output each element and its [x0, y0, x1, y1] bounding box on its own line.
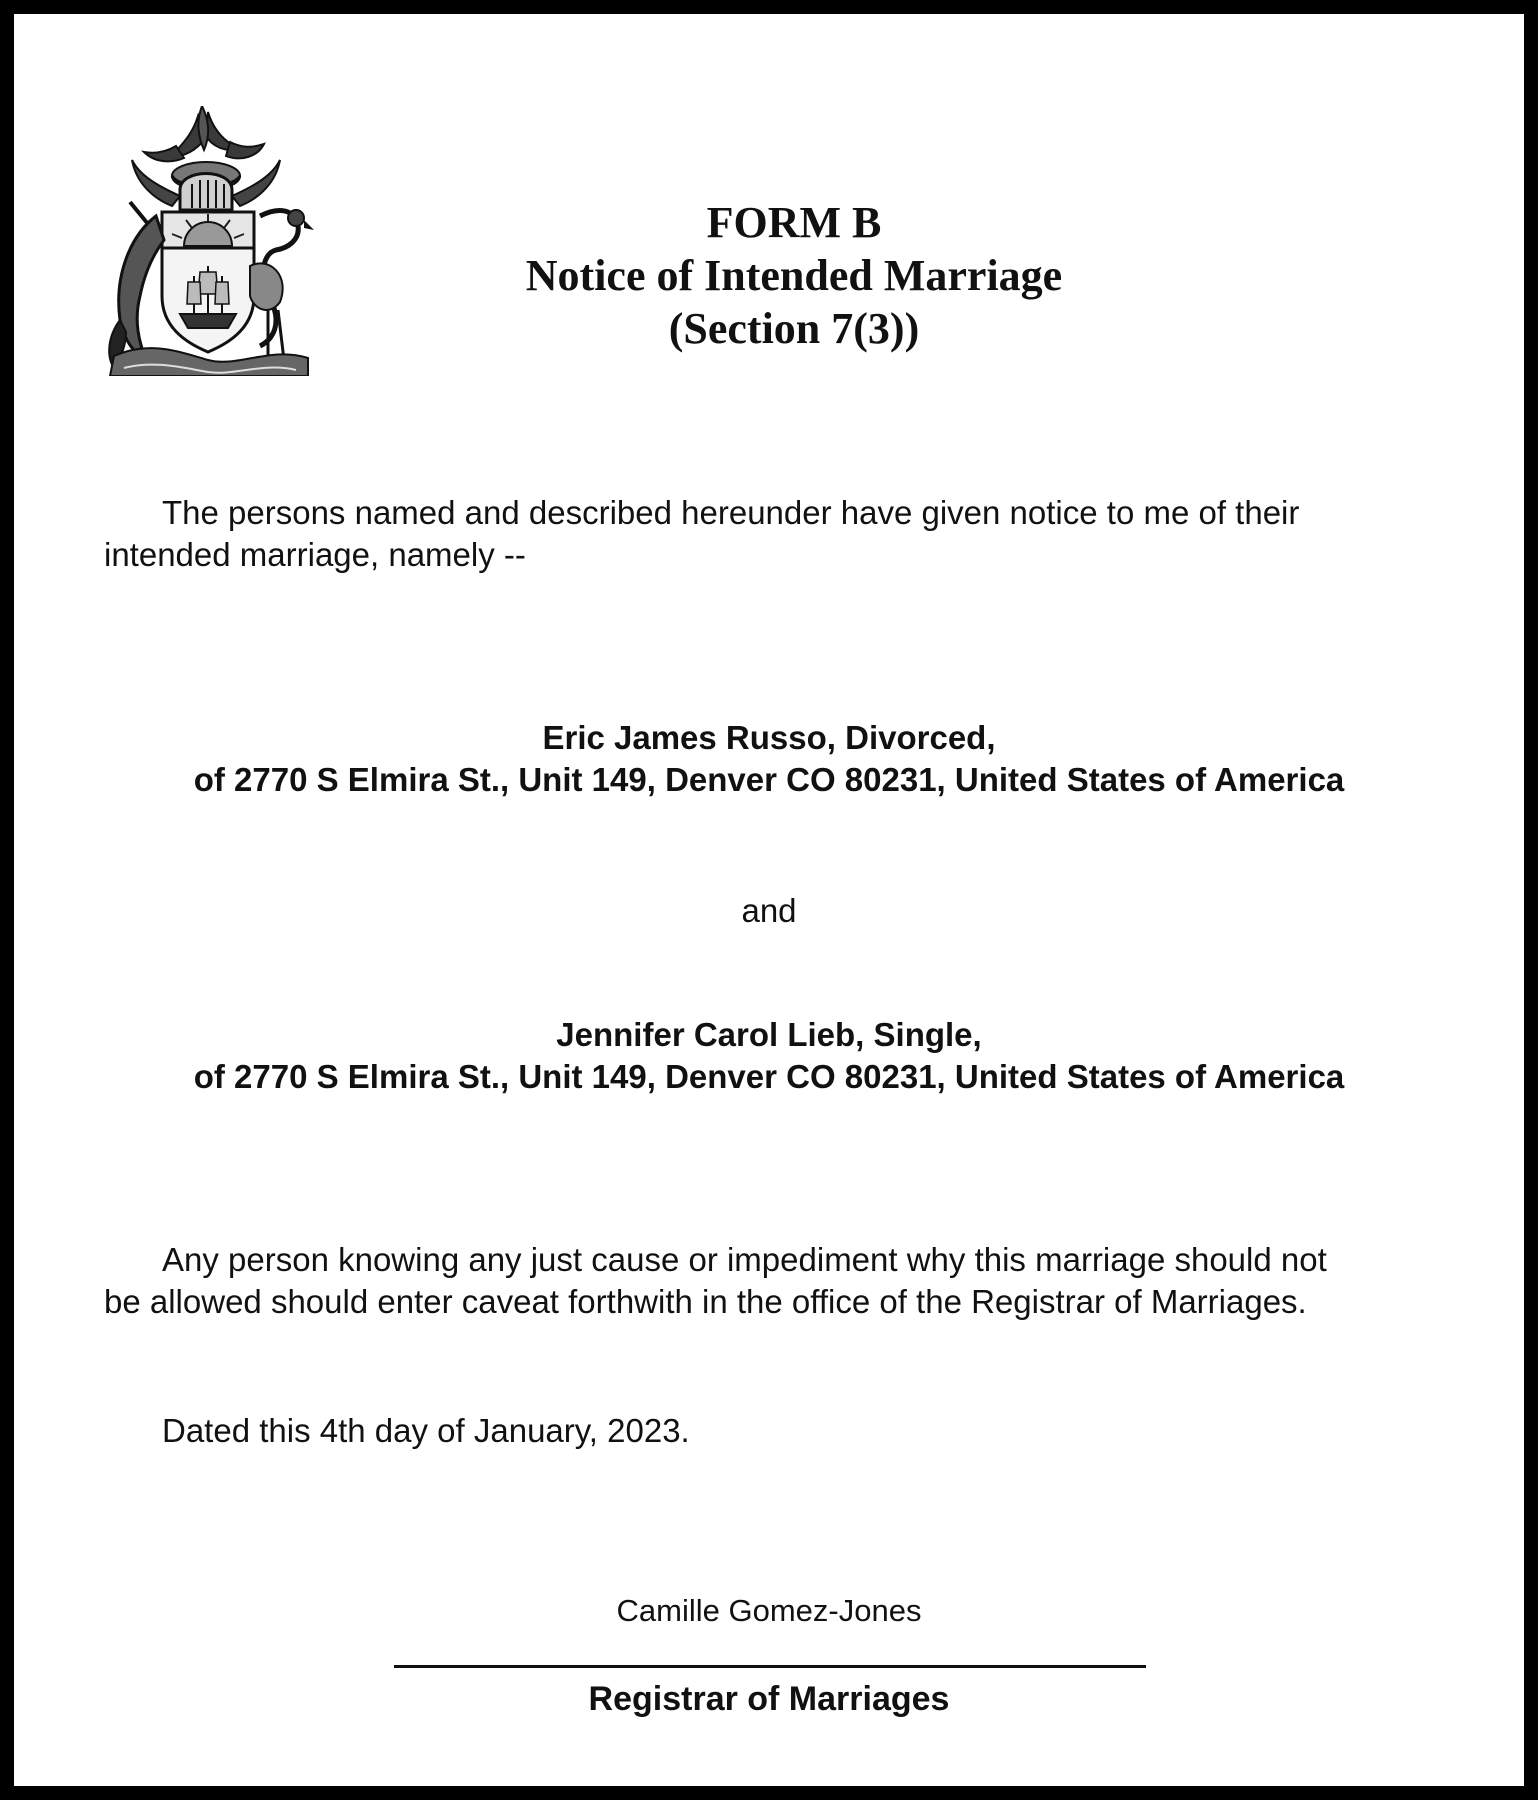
intro-line: intended marriage, namely --	[104, 536, 526, 573]
notice-document	[14, 14, 1524, 1786]
coat-of-arms-icon	[100, 106, 316, 376]
form-label: FORM B	[706, 198, 882, 247]
form-header	[344, 196, 1244, 355]
intro-paragraph	[104, 492, 1464, 576]
registrar-title: Registrar of Marriages	[588, 1680, 950, 1718]
dated-line: Dated this 4th day of January, 2023.	[162, 1412, 690, 1449]
party-name-status: Eric James Russo, Divorced,	[542, 719, 996, 756]
caveat-line: be allowed should enter caveat forthwith in the office of the Registrar of Marriages.	[104, 1283, 1307, 1320]
section-reference: (Section 7(3))	[668, 304, 920, 353]
party-bride	[14, 1014, 1524, 1098]
caveat-line: Any person knowing any just cause or impediment why this marriage should not	[162, 1241, 1327, 1278]
party-address: of 2770 S Elmira St., Unit 149, Denver CO 80231, United States of America	[193, 761, 1345, 798]
party-name-status: Jennifer Carol Lieb, Single,	[556, 1016, 982, 1053]
conjunction-text: and	[741, 892, 797, 929]
caveat-paragraph	[104, 1239, 1464, 1323]
party-groom	[14, 717, 1524, 801]
registrar-name: Camille Gomez-Jones	[616, 1593, 922, 1628]
intro-line: The persons named and described hereunder have given notice to me of their	[162, 494, 1300, 531]
signature-line	[394, 1665, 1146, 1668]
notice-title: Notice of Intended Marriage	[525, 251, 1063, 300]
party-address: of 2770 S Elmira St., Unit 149, Denver CO 80231, United States of America	[193, 1058, 1345, 1095]
